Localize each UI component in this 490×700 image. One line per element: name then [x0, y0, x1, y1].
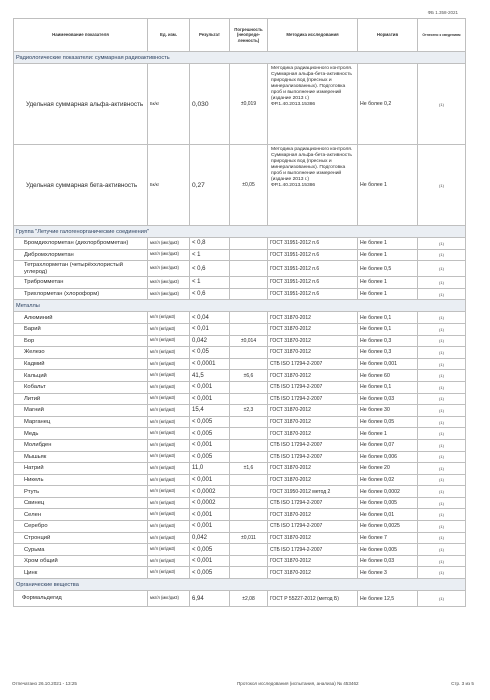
- cell-error: [230, 277, 268, 289]
- table-row: [14, 486, 466, 498]
- cell-ref: (1): [418, 381, 466, 393]
- cell-method: ГОСТ 31870-2012: [268, 323, 358, 335]
- table-row: [14, 335, 466, 347]
- cell-error: [230, 567, 268, 579]
- header-unit: Ед. изм.: [148, 19, 190, 52]
- cell-method: ГОСТ 31870-2012: [268, 509, 358, 521]
- cell-norm: Не более 3: [358, 567, 418, 579]
- table-row: [14, 381, 466, 393]
- cell-norm: Не более 0,0025: [358, 521, 418, 533]
- table-row: [14, 64, 466, 145]
- cell-error: [230, 261, 268, 277]
- cell-error: [230, 288, 268, 300]
- table-header-row: [14, 19, 466, 52]
- cell-error: [230, 497, 268, 509]
- cell-unit: мг/л (мг/дм3): [148, 370, 190, 382]
- cell-result: < 0,001: [190, 509, 230, 521]
- cell-name: Бор: [14, 335, 148, 347]
- cell-unit: мг/л (мг/дм3): [148, 451, 190, 463]
- cell-norm: Не более 1: [358, 428, 418, 440]
- cell-result: < 0,005: [190, 544, 230, 556]
- cell-error: [230, 474, 268, 486]
- header-norm: Норматив: [358, 19, 418, 52]
- cell-norm: Не более 0,005: [358, 497, 418, 509]
- cell-result: < 0,001: [190, 521, 230, 533]
- cell-name: Сурьма: [14, 544, 148, 556]
- cell-method: СТБ ISO 17294-2-2007: [268, 439, 358, 451]
- cell-name: Удельная суммарная бета-активность: [14, 145, 148, 226]
- cell-unit: Бк/кг: [148, 145, 190, 226]
- cell-method: ГОСТ 31870-2012: [268, 463, 358, 475]
- cell-error: ±0,019: [230, 64, 268, 145]
- cell-norm: Не более 0,07: [358, 439, 418, 451]
- cell-name: Железо: [14, 347, 148, 359]
- cell-name: Литий: [14, 393, 148, 405]
- cell-result: < 0,005: [190, 567, 230, 579]
- cell-name: Алюминий: [14, 312, 148, 324]
- cell-name: Натрий: [14, 463, 148, 475]
- cell-norm: Не более 12,5: [358, 591, 418, 607]
- cell-result: < 1: [190, 249, 230, 261]
- cell-unit: мг/л (мг/дм3): [148, 509, 190, 521]
- section-title: Группа "Летучие галогенорганические соединения": [14, 226, 466, 238]
- cell-method: Методика радиационного контроля. Суммарная альфа-бета-активность природных вод (пресных и минерализованных). Подготовка проб и выполнение измерений (издание 2013 г.) ФР.1.40.2013.15386: [268, 145, 358, 226]
- cell-error: ±6,6: [230, 370, 268, 382]
- section-title: Металлы: [14, 300, 466, 312]
- cell-result: < 0,005: [190, 428, 230, 440]
- cell-method: ГОСТ 31951-2012 п.6: [268, 288, 358, 300]
- cell-name: Ртуть: [14, 486, 148, 498]
- cell-name: Кадмий: [14, 358, 148, 370]
- cell-method: СТБ ISO 17294-2-2007: [268, 381, 358, 393]
- cell-result: < 0,6: [190, 261, 230, 277]
- table-row: [14, 358, 466, 370]
- cell-ref: (1): [418, 416, 466, 428]
- table-row: [14, 555, 466, 567]
- cell-unit: мкг/л (мкг/дм3): [148, 288, 190, 300]
- table-row: [14, 347, 466, 359]
- cell-norm: Не более 0,1: [358, 381, 418, 393]
- cell-result: 0,042: [190, 335, 230, 347]
- table-row: [14, 249, 466, 261]
- table-row: [14, 145, 466, 226]
- cell-method: ГОСТ 31870-2012: [268, 405, 358, 417]
- cell-unit: мг/л (мг/дм3): [148, 393, 190, 405]
- cell-error: ±0,05: [230, 145, 268, 226]
- cell-result: < 0,001: [190, 381, 230, 393]
- cell-name: Формальдегид: [14, 591, 148, 607]
- section-title: Радиологические показатели: суммарная радиоактивность: [14, 52, 466, 64]
- cell-name: Селен: [14, 509, 148, 521]
- cell-norm: Не более 0,01: [358, 509, 418, 521]
- cell-name: Магний: [14, 405, 148, 417]
- cell-ref: (1): [418, 463, 466, 475]
- cell-name: Медь: [14, 428, 148, 440]
- cell-unit: мг/л (мг/дм3): [148, 323, 190, 335]
- cell-norm: Не более 0,03: [358, 393, 418, 405]
- cell-result: < 1: [190, 277, 230, 289]
- cell-name: Марганец: [14, 416, 148, 428]
- cell-error: [230, 323, 268, 335]
- cell-result: < 0,001: [190, 439, 230, 451]
- cell-norm: Не более 1: [358, 277, 418, 289]
- cell-result: 41,5: [190, 370, 230, 382]
- cell-norm: Не более 0,0002: [358, 486, 418, 498]
- cell-unit: мг/л (мг/дм3): [148, 463, 190, 475]
- cell-ref: (1): [418, 532, 466, 544]
- table-row: [14, 463, 466, 475]
- cell-norm: Не более 0,3: [358, 335, 418, 347]
- cell-result: < 0,001: [190, 393, 230, 405]
- cell-result: 6,94: [190, 591, 230, 607]
- cell-ref: (1): [418, 486, 466, 498]
- cell-method: СТБ ISO 17294-2-2007: [268, 393, 358, 405]
- document-number: ФБ 1.358-2021: [427, 10, 458, 15]
- table-row: [14, 416, 466, 428]
- cell-ref: (1): [418, 439, 466, 451]
- cell-norm: Не более 0,1: [358, 312, 418, 324]
- cell-method: ГОСТ 31870-2012: [268, 312, 358, 324]
- cell-result: 0,27: [190, 145, 230, 226]
- table-row: [14, 567, 466, 579]
- cell-norm: Не более 0,005: [358, 544, 418, 556]
- table-row: [14, 312, 466, 324]
- cell-norm: Не более 20: [358, 463, 418, 475]
- cell-result: < 0,005: [190, 451, 230, 463]
- cell-unit: мг/л (мг/дм3): [148, 532, 190, 544]
- cell-ref: (1): [418, 347, 466, 359]
- cell-method: ГОСТ 31870-2012: [268, 555, 358, 567]
- cell-ref: (1): [418, 335, 466, 347]
- cell-unit: мг/л (мг/дм3): [148, 358, 190, 370]
- header-ref: Отнесено к сведениям: [418, 19, 466, 52]
- cell-ref: (1): [418, 312, 466, 324]
- cell-unit: мг/л (мг/дм3): [148, 335, 190, 347]
- cell-unit: мкг/л (мкг/дм3): [148, 591, 190, 607]
- table-row: [14, 288, 466, 300]
- cell-ref: (1): [418, 358, 466, 370]
- cell-method: ГОСТ 31870-2012: [268, 532, 358, 544]
- cell-ref: (1): [418, 288, 466, 300]
- cell-method: ГОСТ 31870-2012: [268, 335, 358, 347]
- cell-norm: Не более 1: [358, 145, 418, 226]
- cell-unit: мг/л (мг/дм3): [148, 405, 190, 417]
- section-row: [14, 300, 466, 312]
- header-error: Погрешность (неопреде-ленность): [230, 19, 268, 52]
- cell-unit: мкг/л (мкг/дм3): [148, 249, 190, 261]
- cell-error: [230, 555, 268, 567]
- header-result: Результат: [190, 19, 230, 52]
- cell-ref: (1): [418, 591, 466, 607]
- footer-printed: Отпечатано 26.10.2021 - 13:25: [12, 681, 77, 686]
- cell-error: [230, 544, 268, 556]
- cell-result: < 0,0002: [190, 486, 230, 498]
- table-row: [14, 497, 466, 509]
- cell-name: Тетрахлорметан (четырёххлористый углерод): [14, 261, 148, 277]
- cell-ref: (1): [418, 405, 466, 417]
- cell-error: [230, 439, 268, 451]
- results-table: [13, 18, 466, 607]
- cell-unit: мг/л (мг/дм3): [148, 312, 190, 324]
- cell-norm: Не более 0,5: [358, 261, 418, 277]
- cell-norm: Не более 1: [358, 238, 418, 250]
- cell-name: Удельная суммарная альфа-активность: [14, 64, 148, 145]
- cell-result: < 0,005: [190, 416, 230, 428]
- cell-result: < 0,01: [190, 323, 230, 335]
- cell-name: Никель: [14, 474, 148, 486]
- cell-method: ГОСТ 31870-2012: [268, 370, 358, 382]
- cell-name: Барий: [14, 323, 148, 335]
- cell-ref: (1): [418, 521, 466, 533]
- cell-method: Методика радиационного контроля. Суммарная альфа-бета-активность природных вод (пресных и минерализованных). Подготовка проб и выполнение измерений (издание 2013 г.) ФР.1.40.2013.15386: [268, 64, 358, 145]
- table-row: [14, 451, 466, 463]
- cell-name: Хром общий: [14, 555, 148, 567]
- table-row: [14, 370, 466, 382]
- cell-ref: (1): [418, 370, 466, 382]
- section-row: [14, 52, 466, 64]
- cell-unit: Бк/кг: [148, 64, 190, 145]
- cell-unit: мг/л (мг/дм3): [148, 474, 190, 486]
- cell-method: ГОСТ 31870-2012: [268, 416, 358, 428]
- cell-unit: мг/л (мг/дм3): [148, 347, 190, 359]
- table-row: [14, 509, 466, 521]
- cell-error: [230, 428, 268, 440]
- cell-name: Свинец: [14, 497, 148, 509]
- table-row: [14, 405, 466, 417]
- cell-name: Трибромметан: [14, 277, 148, 289]
- table-row: [14, 521, 466, 533]
- cell-name: Молибден: [14, 439, 148, 451]
- table-row: [14, 439, 466, 451]
- table-row: [14, 277, 466, 289]
- cell-error: [230, 416, 268, 428]
- cell-result: < 0,0001: [190, 358, 230, 370]
- cell-norm: Не более 0,1: [358, 323, 418, 335]
- cell-norm: Не более 7: [358, 532, 418, 544]
- cell-ref: (1): [418, 509, 466, 521]
- header-method: Методика исследования: [268, 19, 358, 52]
- cell-ref: (1): [418, 238, 466, 250]
- cell-unit: мг/л (мг/дм3): [148, 486, 190, 498]
- cell-method: ГОСТ Р 55227-2012 (метод Б): [268, 591, 358, 607]
- cell-norm: Не более 0,05: [358, 416, 418, 428]
- cell-method: ГОСТ 31951-2012 п.6: [268, 249, 358, 261]
- footer-protocol: Протокол исследования (испытания, анализа) № 453462: [237, 681, 359, 686]
- cell-error: [230, 381, 268, 393]
- cell-unit: мг/л (мг/дм3): [148, 521, 190, 533]
- table-row: [14, 474, 466, 486]
- cell-norm: Не более 1: [358, 249, 418, 261]
- cell-unit: мг/л (мг/дм3): [148, 428, 190, 440]
- cell-ref: (1): [418, 145, 466, 226]
- cell-method: СТБ ISO 17294-2-2007: [268, 497, 358, 509]
- cell-name: Серебро: [14, 521, 148, 533]
- cell-method: СТБ ISO 17294-2-2007: [268, 521, 358, 533]
- cell-norm: Не более 0,03: [358, 555, 418, 567]
- cell-method: СТБ ISO 17294-2-2007: [268, 451, 358, 463]
- cell-method: СТБ ISO 17294-2-2007: [268, 358, 358, 370]
- cell-unit: мг/л (мг/дм3): [148, 497, 190, 509]
- cell-norm: Не более 0,3: [358, 347, 418, 359]
- cell-ref: (1): [418, 261, 466, 277]
- cell-result: < 0,8: [190, 238, 230, 250]
- table-row: [14, 591, 466, 607]
- section-title: Органические вещества: [14, 579, 466, 591]
- cell-result: 11,0: [190, 463, 230, 475]
- footer-page: Стр. 3 из 5: [451, 681, 474, 686]
- cell-unit: мг/л (мг/дм3): [148, 381, 190, 393]
- cell-error: [230, 249, 268, 261]
- cell-norm: Не более 1: [358, 288, 418, 300]
- cell-norm: Не более 0,02: [358, 474, 418, 486]
- cell-ref: (1): [418, 277, 466, 289]
- cell-error: [230, 312, 268, 324]
- cell-result: 0,042: [190, 532, 230, 544]
- cell-name: Стронций: [14, 532, 148, 544]
- cell-error: [230, 347, 268, 359]
- cell-name: Дибромхлорметан: [14, 249, 148, 261]
- table-row: [14, 532, 466, 544]
- table-row: [14, 323, 466, 335]
- cell-ref: (1): [418, 249, 466, 261]
- cell-method: СТБ ISO 17294-2-2007: [268, 544, 358, 556]
- cell-norm: Не более 0,001: [358, 358, 418, 370]
- cell-error: ±2,08: [230, 591, 268, 607]
- cell-name: Кальций: [14, 370, 148, 382]
- cell-error: [230, 451, 268, 463]
- cell-error: ±0,014: [230, 335, 268, 347]
- cell-name: Бромдихлорметан (дихлорбромметан): [14, 238, 148, 250]
- cell-unit: мг/л (мг/дм3): [148, 544, 190, 556]
- table-row: [14, 428, 466, 440]
- table-row: [14, 238, 466, 250]
- cell-error: ±2,3: [230, 405, 268, 417]
- cell-ref: (1): [418, 428, 466, 440]
- cell-method: ГОСТ 31870-2012: [268, 428, 358, 440]
- cell-method: ГОСТ 31951-2012 п.6: [268, 277, 358, 289]
- cell-unit: мкг/л (мкг/дм3): [148, 238, 190, 250]
- cell-ref: (1): [418, 497, 466, 509]
- cell-result: < 0,001: [190, 555, 230, 567]
- cell-error: [230, 358, 268, 370]
- cell-method: ГОСТ 31870-2012: [268, 474, 358, 486]
- table-row: [14, 393, 466, 405]
- cell-name: Цинк: [14, 567, 148, 579]
- cell-method: ГОСТ 31951-2012 п.6: [268, 261, 358, 277]
- cell-result: < 0,05: [190, 347, 230, 359]
- table-row: [14, 544, 466, 556]
- cell-result: < 0,04: [190, 312, 230, 324]
- cell-ref: (1): [418, 555, 466, 567]
- cell-error: [230, 393, 268, 405]
- cell-ref: (1): [418, 567, 466, 579]
- cell-method: ГОСТ 31870-2012: [268, 347, 358, 359]
- cell-norm: Не более 0,006: [358, 451, 418, 463]
- cell-result: 15,4: [190, 405, 230, 417]
- cell-error: [230, 521, 268, 533]
- cell-name: Кобальт: [14, 381, 148, 393]
- cell-result: < 0,001: [190, 474, 230, 486]
- table-row: [14, 261, 466, 277]
- cell-unit: мг/л (мг/дм3): [148, 555, 190, 567]
- cell-method: ГОСТ 31870-2012: [268, 567, 358, 579]
- section-row: [14, 226, 466, 238]
- cell-norm: Не более 60: [358, 370, 418, 382]
- cell-norm: Не более 30: [358, 405, 418, 417]
- cell-unit: мкг/л (мкг/дм3): [148, 277, 190, 289]
- cell-ref: (1): [418, 451, 466, 463]
- cell-unit: мкг/л (мкг/дм3): [148, 261, 190, 277]
- cell-unit: мг/л (мг/дм3): [148, 416, 190, 428]
- cell-error: [230, 238, 268, 250]
- cell-unit: мг/л (мг/дм3): [148, 439, 190, 451]
- cell-error: [230, 509, 268, 521]
- cell-ref: (1): [418, 393, 466, 405]
- cell-error: [230, 486, 268, 498]
- cell-error: ±1,6: [230, 463, 268, 475]
- cell-name: Мышьяк: [14, 451, 148, 463]
- header-name: Наименование показателя: [14, 19, 148, 52]
- cell-unit: мг/л (мг/дм3): [148, 567, 190, 579]
- cell-ref: (1): [418, 544, 466, 556]
- cell-norm: Не более 0,2: [358, 64, 418, 145]
- section-row: [14, 579, 466, 591]
- cell-result: < 0,0002: [190, 497, 230, 509]
- cell-method: ГОСТ 31950-2012 метод 2: [268, 486, 358, 498]
- cell-name: Трихлорметан (хлороформ): [14, 288, 148, 300]
- cell-result: < 0,6: [190, 288, 230, 300]
- cell-result: 0,030: [190, 64, 230, 145]
- cell-error: ±0,011: [230, 532, 268, 544]
- cell-ref: (1): [418, 474, 466, 486]
- cell-method: ГОСТ 31951-2012 п.6: [268, 238, 358, 250]
- cell-ref: (1): [418, 323, 466, 335]
- cell-ref: (1): [418, 64, 466, 145]
